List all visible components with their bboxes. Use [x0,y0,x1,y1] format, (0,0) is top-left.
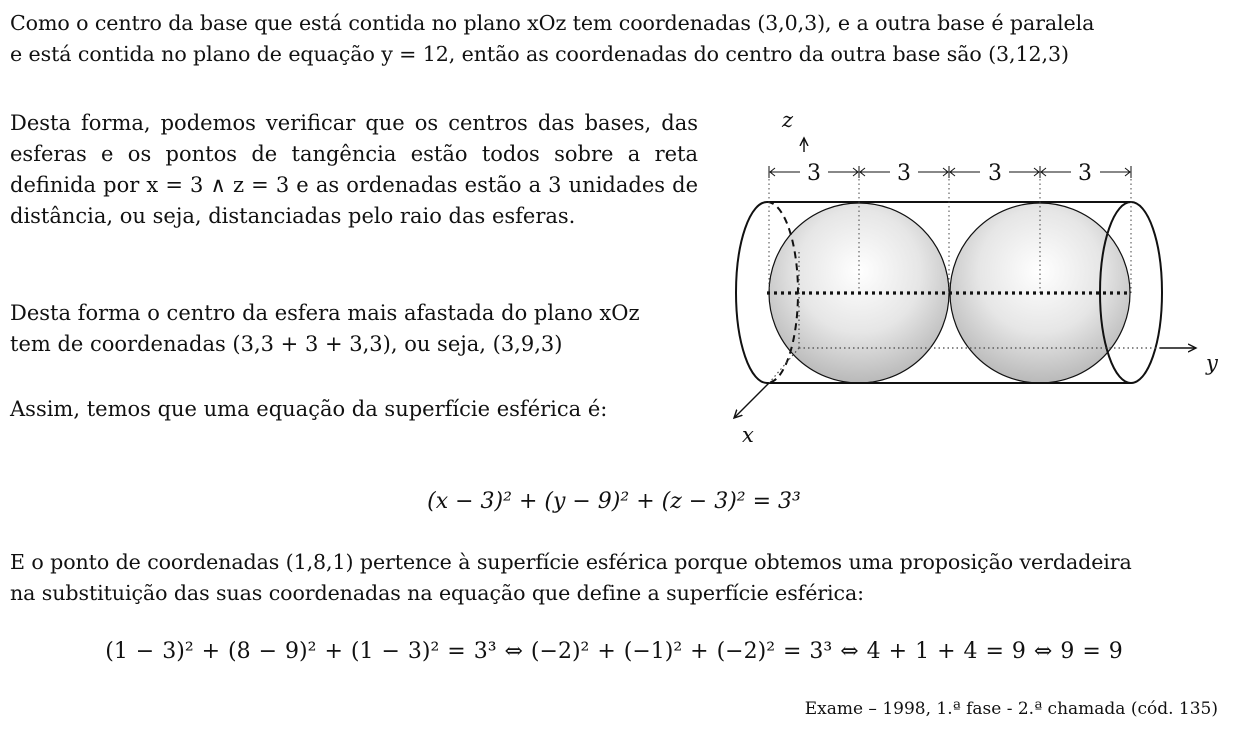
segment-label-2: 3 [897,161,911,186]
paragraph2-line-1: Desta forma o centro da esfera mais afastada do plano xOz [10,301,640,325]
sphere-equation: (x − 3)² + (y − 9)² + (z − 3)² = 3³ [427,489,801,514]
cylinder-left-base [736,202,767,383]
segment-label-1: 3 [807,161,821,186]
segment-label-3: 3 [988,161,1002,186]
exam-source: Exame – 1998, 1.ª fase - 2.ª chamada (cód. 135) [804,699,1218,719]
axis-label-x: x [742,423,754,447]
paragraph4-line-1: E o ponto de coordenadas (1,8,1) pertence à superfície esférica porque obtemos uma proposição verdadeira [10,550,1132,574]
paragraph2-line-2: tem de coordenadas (3,3 + 3 + 3,3), ou seja, (3,9,3) [10,332,563,356]
axis-label-z: z [782,108,794,132]
intro-paragraph [10,8,1218,70]
intro-line-1: Como o centro da base que está contida no plano xOz tem coordenadas (3,0,3), e a outra base é paralela [10,11,1095,35]
intro-line-2: e está contida no plano de equação y = 12, então as coordenadas do centro da outra base são (3,12,3) [10,42,1069,66]
substitution-equation: (1 − 3)² + (8 − 9)² + (1 − 3)² = 3³ ⇔ (−2)² + (−1)² + (−2)² = 3³ ⇔ 4 + 1 + 4 = 9 ⇔ 9 = 9 [105,639,1123,664]
x-axis [734,383,769,418]
paragraph-equation-intro: Assim, temos que uma equação da superfície esférica é: [10,397,608,421]
axis-label-y: y [1206,351,1218,375]
segment-label-4: 3 [1078,161,1092,186]
dimension-arrows [769,166,1131,178]
paragraph-point-check [10,547,1218,609]
paragraph-collinear-centers: Desta forma, podemos verificar que os centros das bases, das esferas e os pontos de tangência estão todos sobre a reta definida por x = 3 ∧ z = 3 e as ordenadas estão a 3 unidades de distância, ou seja, distanciadas pelo raio das esferas. [10,111,698,228]
paragraph4-line-2: na substituição das suas coordenadas na equação que define a superfície esférica: [10,581,864,605]
paragraph-far-sphere-center [10,298,698,360]
cylinder-spheres-diagram [720,100,1240,460]
